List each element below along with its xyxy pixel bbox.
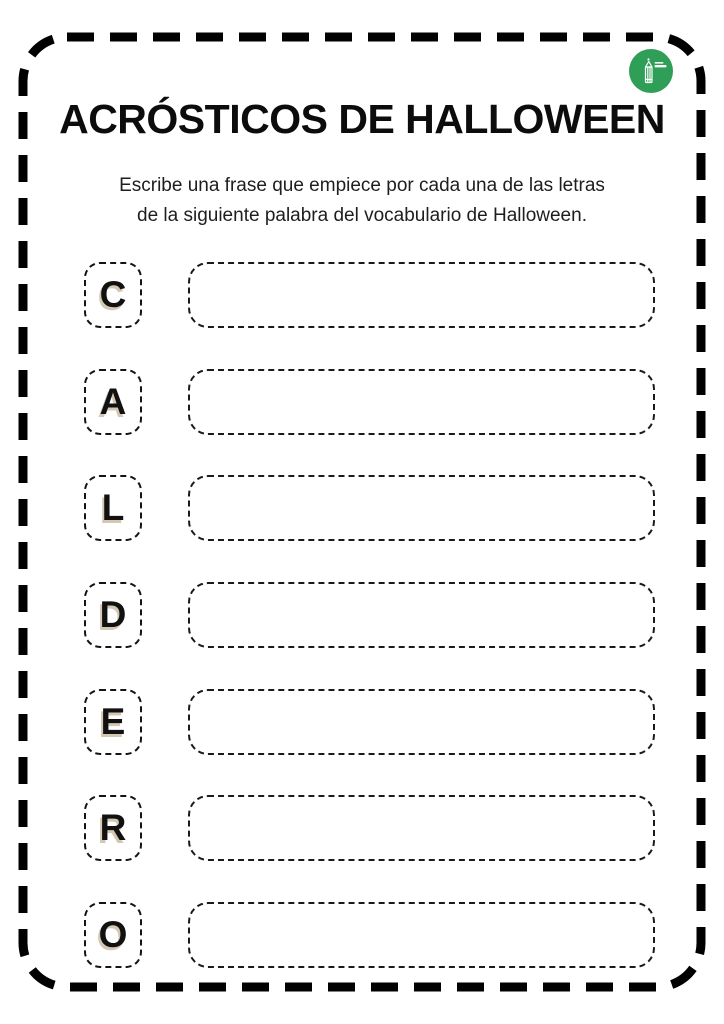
acrostic-row-r xyxy=(84,795,655,861)
answer-line-o[interactable] xyxy=(188,902,655,968)
letter-box-e: E xyxy=(84,689,142,755)
instructions xyxy=(0,171,724,231)
acrostic-row-a xyxy=(84,369,655,435)
instructions-line-1: Escribe una frase que empiece por cada una de las letras xyxy=(119,175,605,196)
letter-box-c: C xyxy=(84,262,142,328)
letter-box-l: L xyxy=(84,475,142,541)
acrostic-row-e xyxy=(84,689,655,755)
answer-line-e[interactable] xyxy=(188,689,655,755)
publisher-logo xyxy=(629,49,673,93)
answer-line-d[interactable] xyxy=(188,582,655,648)
letter-box-o: O xyxy=(84,902,142,968)
acrostic-row-d xyxy=(84,582,655,648)
acrostic-row-c xyxy=(84,262,655,328)
answer-line-r[interactable] xyxy=(188,795,655,861)
acrostic-row-o xyxy=(84,902,655,968)
pencil-icon xyxy=(629,49,673,93)
answer-line-a[interactable] xyxy=(188,369,655,435)
letter-box-r: R xyxy=(84,795,142,861)
acrostic-rows xyxy=(84,262,655,968)
page-title: ACRÓSTICOS DE HALLOWEEN xyxy=(59,96,665,142)
letter-box-d: D xyxy=(84,582,142,648)
letter-box-a: A xyxy=(84,369,142,435)
answer-line-l[interactable] xyxy=(188,475,655,541)
answer-line-c[interactable] xyxy=(188,262,655,328)
acrostic-row-l xyxy=(84,475,655,541)
instructions-line-2: de la siguiente palabra del vocabulario de Halloween. xyxy=(137,205,587,226)
